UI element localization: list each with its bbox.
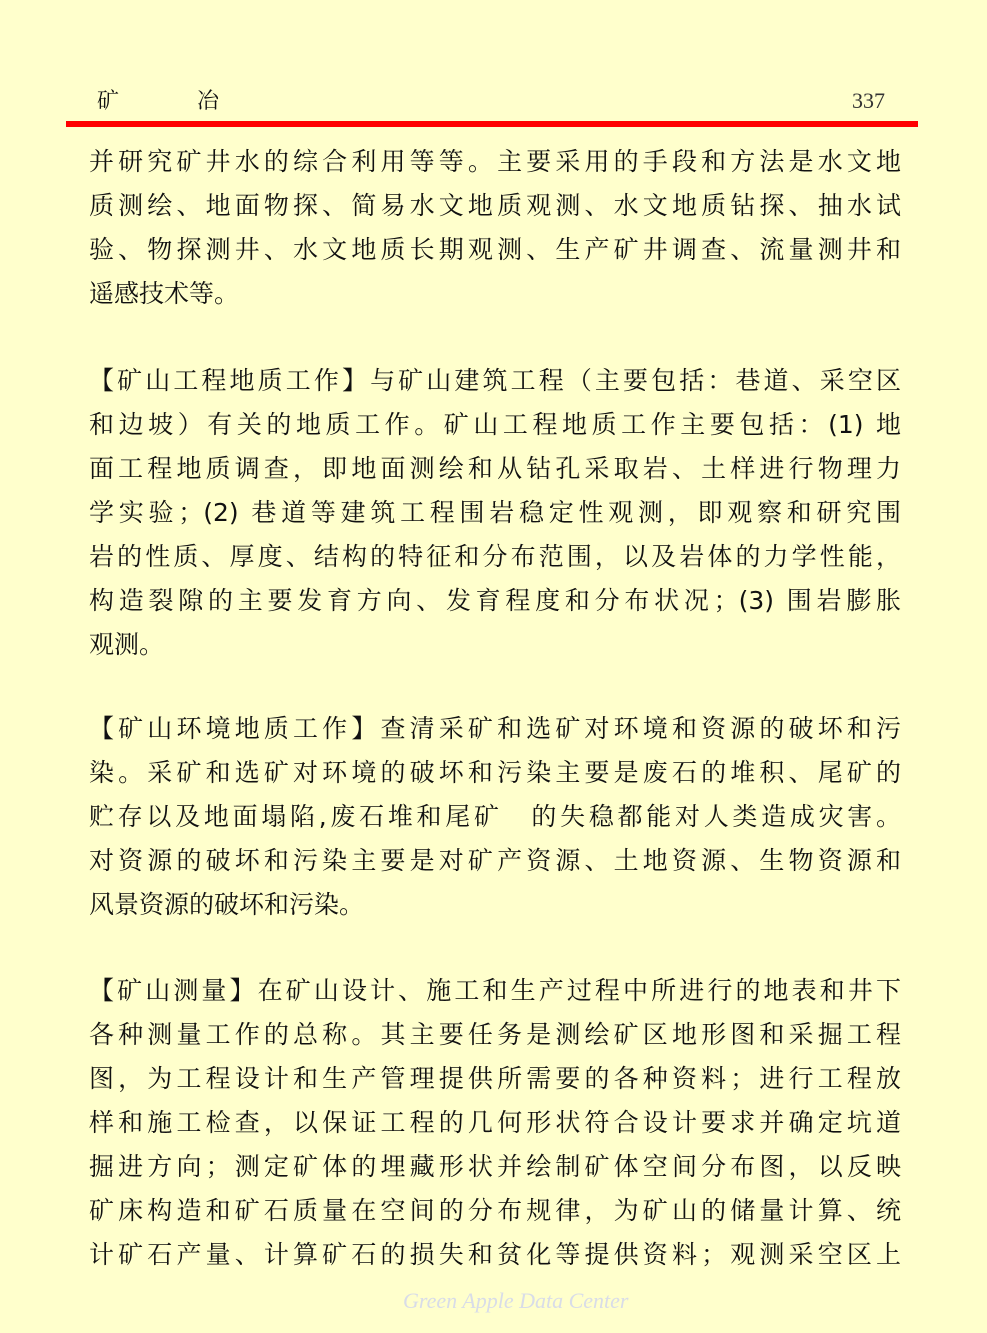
text-line: 风景资源的破坏和污染。: [89, 890, 365, 919]
text-line: 遥感技术等。: [89, 279, 240, 308]
text-line: 面工程地质调查，即地面测绘和从钻孔采取岩、土样进行物理力: [89, 454, 901, 483]
page-number: 337: [852, 88, 885, 113]
text-line: 质测绘、地面物探、简易水文地质观测、水文地质钻探、抽水试: [89, 191, 901, 220]
text-line: 各种测量工作的总称。其主要任务是测绘矿区地形图和采掘工程: [89, 1020, 901, 1049]
text-line: 对资源的破坏和污染主要是对矿产资源、土地资源、生物资源和: [89, 846, 901, 875]
text-line: 掘进方向；测定矿体的埋藏形状并绘制矿体空间分布图，以反映: [89, 1152, 901, 1181]
paragraph-mine-environmental-geology: [89, 707, 901, 927]
text-line: 计矿石产量、计算矿石的损失和贫化等提供资料；观测采空区上: [89, 1240, 901, 1269]
text-line: 【矿山工程地质工作】与矿山建筑工程（主要包括：巷道、采空区: [89, 366, 901, 395]
paragraph-hydrogeology-continued: [89, 140, 901, 316]
text-line: 和边坡）有关的地质工作。矿山工程地质工作主要包括：(1) 地: [89, 410, 901, 439]
text-line: 观测。: [89, 630, 165, 659]
text-line: 并研究矿井水的综合利用等等。主要采用的手段和方法是水文地: [89, 147, 901, 176]
paragraph-mine-engineering-geology: [89, 359, 901, 667]
text-line: 验、物探测井、水文地质长期观测、生产矿井调查、流量测井和: [89, 235, 901, 264]
watermark: Green Apple Data Center: [403, 1288, 629, 1313]
text-line: 【矿山环境地质工作】查清采矿和选矿对环境和资源的破坏和污: [89, 714, 901, 743]
paragraph-mine-surveying: [89, 969, 901, 1277]
text-line: 岩的性质、厚度、结构的特征和分布范围，以及岩体的力学性能，: [89, 542, 901, 571]
text-line: 学实验；(2) 巷道等建筑工程围岩稳定性观测，即观察和研究围: [89, 498, 901, 527]
text-line: 贮存以及地面塌陷,废石堆和尾矿 的失稳都能对人类造成灾害。: [89, 802, 901, 831]
text-line: 矿床构造和矿石质量在空间的分布规律，为矿山的储量计算、统: [89, 1196, 901, 1225]
header-rule: [66, 121, 918, 127]
running-header-right: 冶: [197, 89, 220, 114]
text-line: 染。采矿和选矿对环境的破坏和污染主要是废石的堆积、尾矿的: [89, 758, 901, 787]
text-line: 构造裂隙的主要发育方向、发育程度和分布状况；(3) 围岩膨胀: [89, 586, 901, 615]
text-line: 【矿山测量】在矿山设计、施工和生产过程中所进行的地表和井下: [89, 976, 901, 1005]
text-line: 图，为工程设计和生产管理提供所需要的各种资料；进行工程放: [89, 1064, 901, 1093]
running-header-left: 矿: [97, 89, 120, 114]
text-line: 样和施工检查，以保证工程的几何形状符合设计要求并确定坑道: [89, 1108, 901, 1137]
